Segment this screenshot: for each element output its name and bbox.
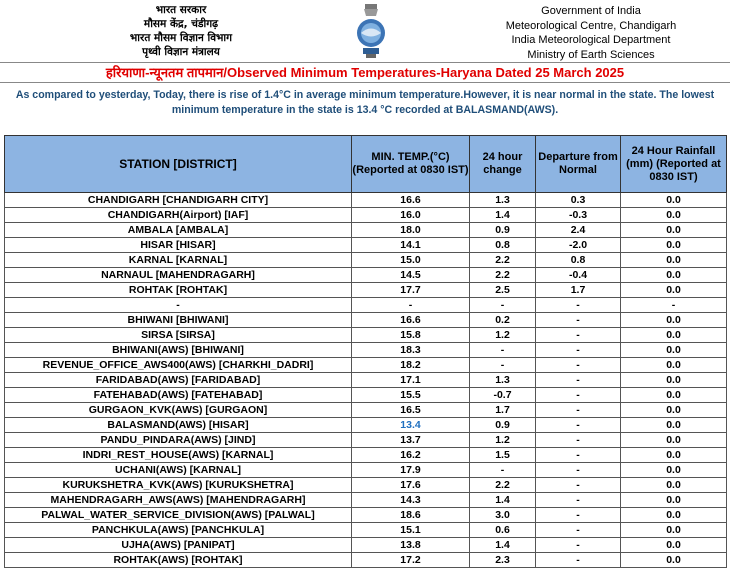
departure-cell: 0.8 (536, 253, 621, 268)
change-cell: - (470, 298, 536, 313)
rainfall-cell: 0.0 (621, 358, 727, 373)
table-row (5, 508, 727, 523)
rainfall-cell: 0.0 (621, 403, 727, 418)
station-cell: BHIWANI(AWS) [BHIWANI] (5, 343, 352, 358)
english-line: India Meteorological Department (511, 34, 671, 46)
table-row (5, 328, 727, 343)
min-temp-cell: 15.0 (352, 253, 470, 268)
departure-cell: - (536, 493, 621, 508)
rainfall-cell: 0.0 (621, 373, 727, 388)
station-cell: NARNAUL [MAHENDRAGARH] (5, 268, 352, 283)
departure-cell: - (536, 553, 621, 568)
departure-cell: - (536, 448, 621, 463)
departure-cell: -2.0 (536, 238, 621, 253)
change-cell: 0.9 (470, 223, 536, 238)
station-cell: MAHENDRAGARH_AWS(AWS) [MAHENDRAGARH] (5, 493, 352, 508)
bulletin-title: हरियाणा-न्यूनतम तापमान/Observed Minimum Temperatures-Haryana Dated 25 March 2025 (0, 63, 730, 83)
min-temp-cell: 15.8 (352, 328, 470, 343)
station-cell: PANCHKULA(AWS) [PANCHKULA] (5, 523, 352, 538)
station-cell: - (5, 298, 352, 313)
departure-cell: - (536, 403, 621, 418)
rainfall-cell: 0.0 (621, 493, 727, 508)
change-cell: 1.5 (470, 448, 536, 463)
english-org-block (476, 4, 706, 62)
min-temp-cell: 14.1 (352, 238, 470, 253)
change-cell: - (470, 358, 536, 373)
station-cell: GURGAON_KVK(AWS) [GURGAON] (5, 403, 352, 418)
col-24h-change: 24 hour change (470, 136, 536, 193)
min-temp-cell: 13.7 (352, 433, 470, 448)
departure-cell: - (536, 343, 621, 358)
table-row (5, 478, 727, 493)
table-row (5, 313, 727, 328)
station-cell: ROHTAK [ROHTAK] (5, 283, 352, 298)
table-row (5, 238, 727, 253)
table-row (5, 463, 727, 478)
hindi-line: मौसम केंद्र, चंडीगढ़ (143, 18, 219, 30)
rainfall-cell: 0.0 (621, 313, 727, 328)
departure-cell: - (536, 478, 621, 493)
departure-cell: - (536, 358, 621, 373)
station-cell: KARNAL [KARNAL] (5, 253, 352, 268)
table-row (5, 433, 727, 448)
summary-text: As compared to yesterday, Today, there is rise of 1.4°C in average minimum temperature.However, it is near normal in the state. The lowest minimum temperature in the state is 13.4 °C recorded at BALASMAND(AWS). (15, 89, 715, 116)
english-line: Government of India (541, 5, 641, 17)
change-cell: 2.2 (470, 478, 536, 493)
rainfall-cell: 0.0 (621, 463, 727, 478)
rainfall-cell: 0.0 (621, 508, 727, 523)
station-cell: AMBALA [AMBALA] (5, 223, 352, 238)
table-row (5, 553, 727, 568)
min-temp-cell: 16.2 (352, 448, 470, 463)
hindi-line: पृथ्वी विज्ञान मंत्रालय (142, 46, 220, 58)
min-temp-cell: 18.2 (352, 358, 470, 373)
min-temp-cell: 17.7 (352, 283, 470, 298)
rainfall-cell: 0.0 (621, 208, 727, 223)
min-temp-cell: 16.6 (352, 193, 470, 208)
departure-cell: - (536, 463, 621, 478)
departure-cell: - (536, 313, 621, 328)
station-cell: ROHTAK(AWS) [ROHTAK] (5, 553, 352, 568)
station-cell: UJHA(AWS) [PANIPAT] (5, 538, 352, 553)
min-temp-cell: 13.4 (352, 418, 470, 433)
change-cell: 1.2 (470, 328, 536, 343)
min-temp-cell: 18.0 (352, 223, 470, 238)
departure-cell: - (536, 538, 621, 553)
change-cell: 3.0 (470, 508, 536, 523)
min-temp-cell: 16.0 (352, 208, 470, 223)
table-row (5, 193, 727, 208)
departure-cell: - (536, 433, 621, 448)
station-cell: FATEHABAD(AWS) [FATEHABAD] (5, 388, 352, 403)
table-row (5, 418, 727, 433)
station-cell: PANDU_PINDARA(AWS) [JIND] (5, 433, 352, 448)
table-row (5, 523, 727, 538)
departure-cell: 0.3 (536, 193, 621, 208)
change-cell: 2.2 (470, 268, 536, 283)
departure-cell: - (536, 418, 621, 433)
min-temp-cell: 16.5 (352, 403, 470, 418)
change-cell: 1.2 (470, 433, 536, 448)
table-row (5, 538, 727, 553)
rainfall-cell: 0.0 (621, 223, 727, 238)
table-row (5, 268, 727, 283)
rainfall-cell: 0.0 (621, 238, 727, 253)
rainfall-cell: 0.0 (621, 193, 727, 208)
station-cell: SIRSA [SIRSA] (5, 328, 352, 343)
rainfall-cell: 0.0 (621, 433, 727, 448)
departure-cell: -0.4 (536, 268, 621, 283)
min-temp-cell: 15.5 (352, 388, 470, 403)
min-temp-cell: 14.5 (352, 268, 470, 283)
min-temp-cell: 18.3 (352, 343, 470, 358)
hindi-org-block (96, 3, 266, 59)
rainfall-cell: 0.0 (621, 418, 727, 433)
rainfall-cell: 0.0 (621, 328, 727, 343)
change-cell: 1.4 (470, 493, 536, 508)
col-rainfall: 24 Hour Rainfall (mm) (Reported at 0830 IST) (621, 136, 727, 193)
rainfall-cell: 0.0 (621, 448, 727, 463)
departure-cell: - (536, 298, 621, 313)
station-cell: PALWAL_WATER_SERVICE_DIVISION(AWS) [PALWAL] (5, 508, 352, 523)
min-temp-cell: 17.6 (352, 478, 470, 493)
station-cell: CHANDIGARH [CHANDIGARH CITY] (5, 193, 352, 208)
rainfall-cell: 0.0 (621, 523, 727, 538)
rainfall-cell: 0.0 (621, 388, 727, 403)
rainfall-cell: 0.0 (621, 478, 727, 493)
min-temp-cell: 14.3 (352, 493, 470, 508)
rainfall-cell: 0.0 (621, 553, 727, 568)
english-line: Meteorological Centre, Chandigarh (505, 19, 677, 32)
change-cell: 2.5 (470, 283, 536, 298)
station-cell: CHANDIGARH(Airport) [IAF] (5, 208, 352, 223)
departure-cell: - (536, 523, 621, 538)
table-row (5, 283, 727, 298)
table-row (5, 388, 727, 403)
table-row (5, 253, 727, 268)
change-cell: 0.6 (470, 523, 536, 538)
change-cell: 1.3 (470, 193, 536, 208)
table-row (5, 208, 727, 223)
station-cell: REVENUE_OFFICE_AWS400(AWS) [CHARKHI_DADRI] (5, 358, 352, 373)
rainfall-cell: 0.0 (621, 538, 727, 553)
table-row (5, 298, 727, 313)
station-cell: HISAR [HISAR] (5, 238, 352, 253)
departure-cell: - (536, 373, 621, 388)
bulletin-header (0, 0, 730, 63)
station-cell: INDRI_REST_HOUSE(AWS) [KARNAL] (5, 448, 352, 463)
min-temp-cell: 15.1 (352, 523, 470, 538)
station-cell: KURUKSHETRA_KVK(AWS) [KURUKSHETRA] (5, 478, 352, 493)
rainfall-cell: 0.0 (621, 268, 727, 283)
col-min-temp: MIN. TEMP.(°C) (Reported at 0830 IST) (352, 136, 470, 193)
min-temp-cell: 17.2 (352, 553, 470, 568)
departure-cell: 1.7 (536, 283, 621, 298)
change-cell: - (470, 463, 536, 478)
station-cell: BHIWANI [BHIWANI] (5, 313, 352, 328)
min-temp-cell: 16.6 (352, 313, 470, 328)
table-row (5, 448, 727, 463)
change-cell: -0.7 (470, 388, 536, 403)
min-temp-cell: 13.8 (352, 538, 470, 553)
table-row (5, 223, 727, 238)
departure-cell: - (536, 508, 621, 523)
change-cell: 0.2 (470, 313, 536, 328)
temperature-table (4, 135, 727, 568)
change-cell: 0.9 (470, 418, 536, 433)
change-cell: - (470, 343, 536, 358)
table-row (5, 403, 727, 418)
rainfall-cell: - (621, 298, 727, 313)
change-cell: 1.4 (470, 538, 536, 553)
departure-cell: - (536, 388, 621, 403)
col-departure: Departure from Normal (536, 136, 621, 193)
rainfall-cell: 0.0 (621, 343, 727, 358)
station-cell: UCHANI(AWS) [KARNAL] (5, 463, 352, 478)
departure-cell: 2.4 (536, 223, 621, 238)
departure-cell: -0.3 (536, 208, 621, 223)
min-temp-cell: 17.1 (352, 373, 470, 388)
station-cell: BALASMAND(AWS) [HISAR] (5, 418, 352, 433)
change-cell: 2.2 (470, 253, 536, 268)
rainfall-cell: 0.0 (621, 253, 727, 268)
min-temp-cell: 17.9 (352, 463, 470, 478)
hindi-line: भारत सरकार (155, 4, 207, 16)
table-header-row (5, 136, 727, 193)
table-row (5, 358, 727, 373)
table-row (5, 373, 727, 388)
min-temp-cell: - (352, 298, 470, 313)
rainfall-cell: 0.0 (621, 283, 727, 298)
change-cell: 1.3 (470, 373, 536, 388)
col-station: STATION [DISTRICT] (5, 136, 352, 193)
change-cell: 0.8 (470, 238, 536, 253)
change-cell: 1.7 (470, 403, 536, 418)
change-cell: 2.3 (470, 553, 536, 568)
table-row (5, 493, 727, 508)
station-cell: FARIDABAD(AWS) [FARIDABAD] (5, 373, 352, 388)
hindi-line: भारत मौसम विज्ञान विभाग (129, 32, 233, 44)
min-temp-cell: 18.6 (352, 508, 470, 523)
table-row (5, 343, 727, 358)
ashoka-emblem-icon (352, 2, 390, 60)
english-line: Ministry of Earth Sciences (527, 48, 655, 61)
change-cell: 1.4 (470, 208, 536, 223)
departure-cell: - (536, 328, 621, 343)
